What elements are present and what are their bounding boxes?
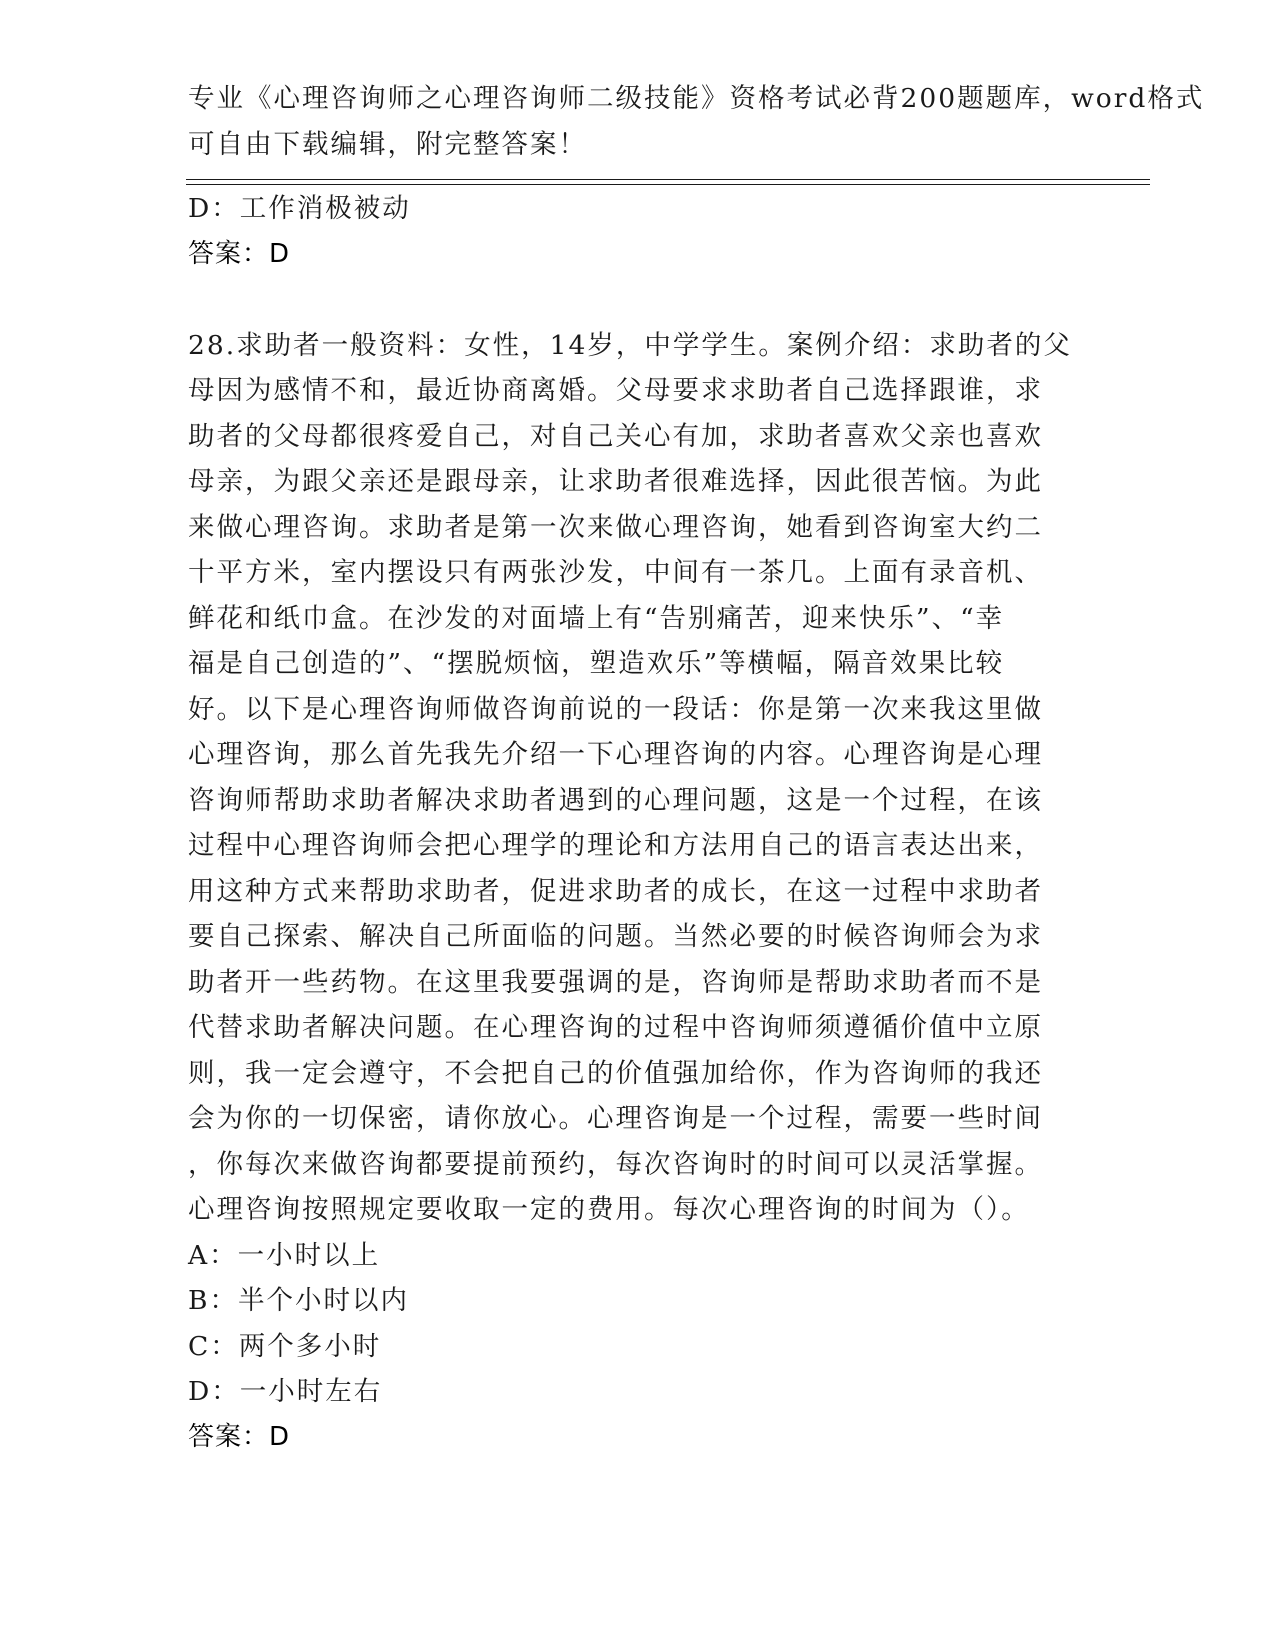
question-line: ，你每次来做咨询都要提前预约，每次咨询时的时间可以灵活掌握。: [188, 1148, 1043, 1180]
question-28-stem: [188, 323, 1088, 1233]
prev-option-d: D：工作消极被动: [188, 193, 411, 224]
document-header: [188, 76, 1205, 167]
question-line: 要自己探索、解决自己所面临的问题。当然必要的时候咨询师会为求: [188, 921, 1043, 952]
prev-answer: 答案：D: [188, 238, 291, 269]
question-line: 咨询师帮助求助者解决求助者遇到的心理问题，这是一个过程，在该: [188, 784, 1043, 816]
option-a: A：一小时以上: [188, 1239, 381, 1271]
header-divider-bottom: [186, 184, 1150, 185]
question-line: 来做心理咨询。求助者是第一次来做心理咨询，她看到咨询室大约二: [188, 511, 1043, 543]
question-line: 鲜花和纸巾盒。在沙发的对面墙上有“告别痛苦，迎来快乐”、“幸: [188, 602, 1005, 634]
question-line: 母因为感情不和，最近协商离婚。父母要求求助者自己选择跟谁，求: [188, 375, 1043, 406]
option-d: D：一小时左右: [188, 1376, 383, 1407]
question-28-options: [188, 1233, 1088, 1415]
question-line: 助者开一些药物。在这里我要强调的是，咨询师是帮助求助者而不是: [188, 966, 1043, 998]
document-body: [188, 186, 1088, 1460]
question-line: 助者的父母都很疼爱自己，对自己关心有加，求助者喜欢父亲也喜欢: [188, 420, 1043, 452]
question-line: 代替求助者解决问题。在心理咨询的过程中咨询师须遵循价值中立原: [188, 1012, 1043, 1043]
option-c: C：两个多小时: [188, 1330, 382, 1362]
header-divider-top: [186, 179, 1150, 180]
header-line-2: 可自由下载编辑，附完整答案！: [188, 128, 587, 160]
question-line: 心理咨询按照规定要收取一定的费用。每次心理咨询的时间为（）。: [188, 1194, 1030, 1225]
question-line: 心理咨询，那么首先我先介绍一下心理咨询的内容。心理咨询是心理: [188, 739, 1043, 770]
question-line: 福是自己创造的”、“摆脱烦恼，塑造欢乐”等横幅，隔音效果比较: [188, 648, 1005, 679]
question-line: 28.求助者一般资料：女性，14岁，中学学生。案例介绍：求助者的父: [188, 329, 1072, 361]
question-line: 过程中心理咨询师会把心理学的理论和方法用自己的语言表达出来，: [188, 830, 1043, 861]
question-line: 则，我一定会遵守，不会把自己的价值强加给你，作为咨询师的我还: [188, 1057, 1043, 1089]
question-line: 好。以下是心理咨询师做咨询前说的一段话：你是第一次来我这里做: [188, 693, 1043, 725]
header-line-1: 专业《心理咨询师之心理咨询师二级技能》资格考试必背200题题库，word格式: [188, 83, 1205, 114]
option-b: B：半个小时以内: [188, 1285, 409, 1316]
question-line: 用这种方式来帮助求助者，促进求助者的成长，在这一过程中求助者: [188, 875, 1043, 907]
question-line: 母亲，为跟父亲还是跟母亲，让求助者很难选择，因此很苦恼。为此: [188, 466, 1043, 497]
question-line: 会为你的一切保密，请你放心。心理咨询是一个过程，需要一些时间: [188, 1103, 1043, 1134]
question-spacer: [188, 277, 1088, 323]
question-28-answer: 答案：D: [188, 1421, 291, 1452]
question-line: 十平方米，室内摆设只有两张沙发，中间有一茶几。上面有录音机、: [188, 557, 1043, 588]
